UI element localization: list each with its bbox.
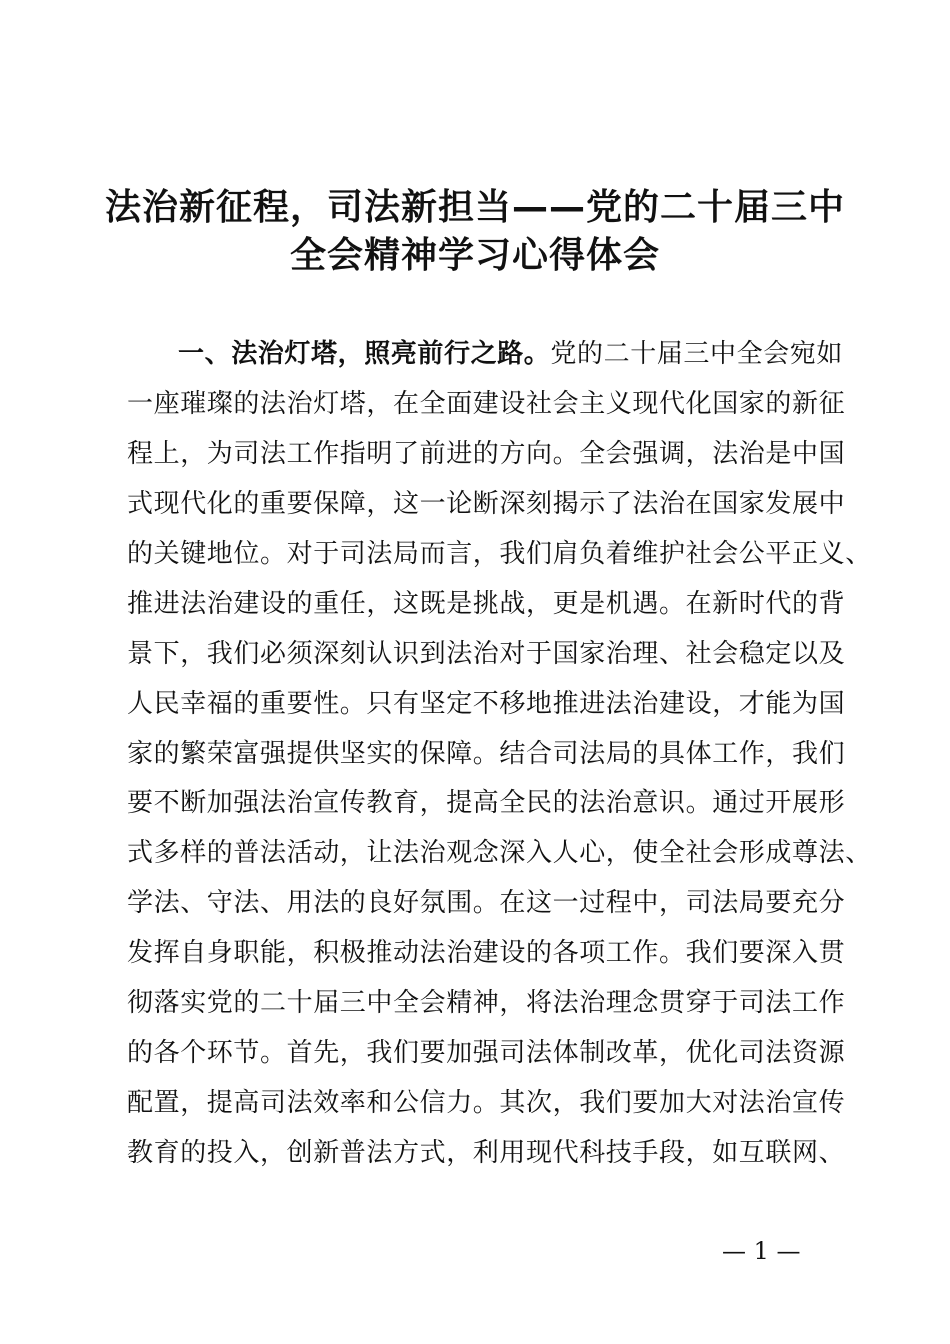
paragraph-line-6: 推进法治建设的重任，这既是挑战，更是机遇。在新时代的背 (127, 589, 846, 619)
page-number: — 1 — (722, 1237, 801, 1265)
document-title-line-2: 全会精神学习心得体会 (289, 235, 660, 276)
paragraph-line-13: 发挥自身职能，积极推动法治建设的各项工作。我们要深入贯 (127, 938, 846, 968)
paragraph-text: 党的二十届三中全会宛如 (550, 339, 844, 369)
paragraph-line-10: 要不断加强法治宣传教育，提高全民的法治意识。通过开展形 (127, 788, 846, 818)
paragraph-line-4: 式现代化的重要保障，这一论断深刻揭示了法治在国家发展中 (127, 489, 846, 519)
paragraph-line-8: 人民幸福的重要性。只有坚定不移地推进法治建设，才能为国 (127, 689, 846, 719)
paragraph-line-9: 家的繁荣富强提供坚实的保障。结合司法局的具体工作，我们 (127, 739, 846, 769)
paragraph-line-1 (178, 337, 843, 371)
paragraph-line-7: 景下，我们必须深刻认识到法治对于国家治理、社会稳定以及 (127, 639, 846, 669)
document-title-line-1: 法治新征程，司法新担当——党的二十届三中 (104, 187, 845, 228)
paragraph-line-3: 程上，为司法工作指明了前进的方向。全会强调，法治是中国 (127, 439, 846, 469)
paragraph-line-11: 式多样的普法活动，让法治观念深入人心，使全社会形成尊法、 (127, 838, 872, 868)
paragraph-line-14: 彻落实党的二十届三中全会精神，将法治理念贯穿于司法工作 (127, 988, 846, 1018)
paragraph-line-16: 配置，提高司法效率和公信力。其次，我们要加大对法治宣传 (127, 1088, 846, 1118)
paragraph-line-2: 一座璀璨的法治灯塔，在全面建设社会主义现代化国家的新征 (127, 389, 846, 419)
paragraph-line-17: 教育的投入，创新普法方式，利用现代科技手段，如互联网、 (127, 1138, 846, 1168)
paragraph-line-15: 的各个环节。首先，我们要加强司法体制改革，优化司法资源 (127, 1038, 846, 1068)
paragraph-line-12: 学法、守法、用法的良好氛围。在这一过程中，司法局要充分 (127, 888, 846, 918)
section-heading: 一、法治灯塔，照亮前行之路。 (178, 339, 551, 369)
paragraph-line-5: 的关键地位。对于司法局而言，我们肩负着维护社会公平正义、 (127, 539, 872, 569)
